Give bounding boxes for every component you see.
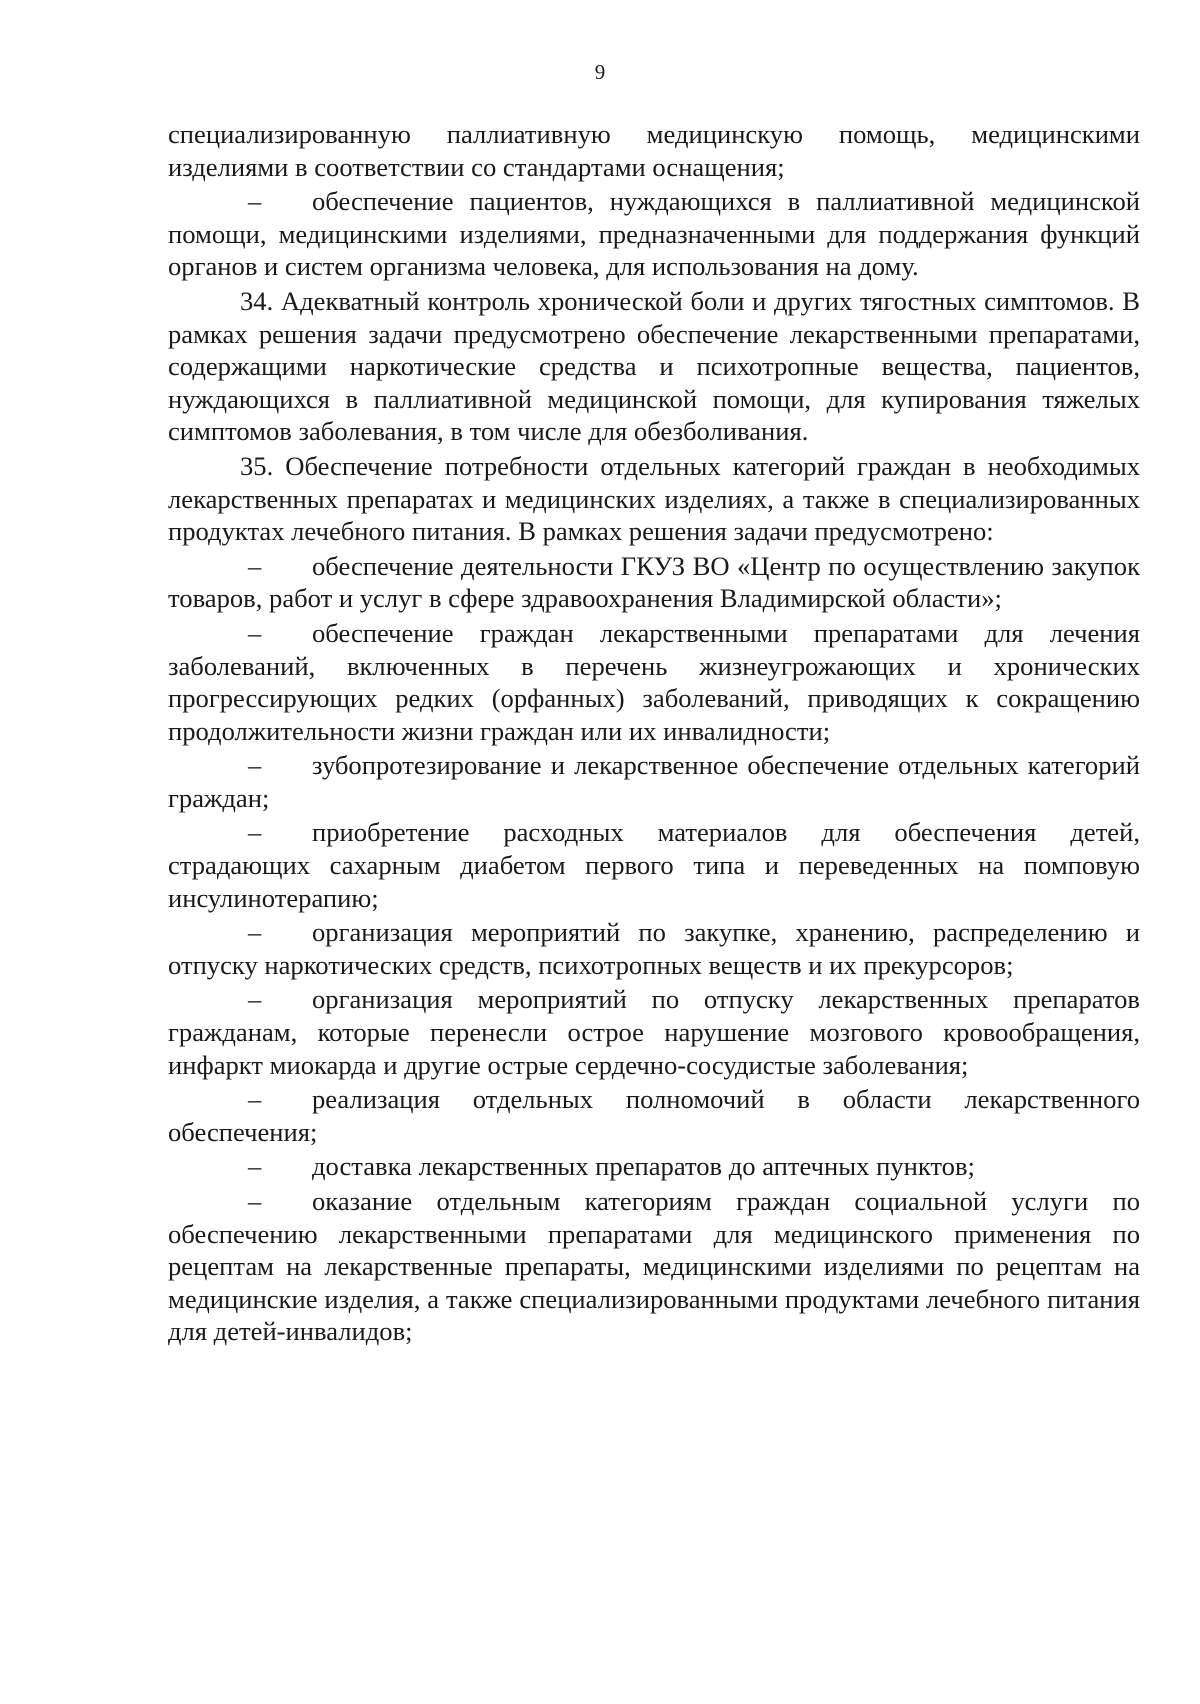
paragraph-continuation: специализированную паллиативную медицинскую помощь, медицинскими изделиями в соответствии со стандартами оснащения;: [168, 119, 1140, 182]
dash-marker: –: [248, 984, 262, 1015]
list-item-text: обеспечение деятельности ГКУЗ ВО «Центр по осуществлению закупок товаров, работ и услуг в сфере здравоохранения Владимирской области»;: [168, 550, 1140, 614]
list-item-text: организация мероприятий по отпуску лекарственных препаратов гражданам, которые перенесли острое нарушение мозгового кровообращения, инфаркт миокарда и другие острые сердечно-сосудистые заболевания;: [168, 984, 1140, 1080]
list-item-cardiovascular-drugs: [168, 983, 1140, 1081]
dash-marker: –: [248, 1151, 262, 1182]
list-item-text: приобретение расходных материалов для обеспечения детей, страдающих сахарным диабетом первого типа и переведенных на помповую инсулинотерапию;: [168, 817, 1140, 913]
list-item-diabetes-supplies: [168, 816, 1140, 914]
dash-marker: –: [248, 1186, 262, 1216]
list-item-drug-supply-powers: [168, 1083, 1140, 1148]
list-item-procurement-center: [168, 550, 1140, 615]
list-item-text: оказание отдельным категориям граждан социальной услуги по обеспечению лекарственными препаратами для медицинского применения по рецептам на лекарственные препараты, медицинскими изделиями по рецептам на медицинские изделия, а также специализированными продуктами лечебного питания для детей-инвалидов;: [168, 1186, 1140, 1347]
dash-marker: –: [248, 186, 262, 217]
list-item-text: реализация отдельных полномочий в области лекарственного обеспечения;: [168, 1084, 1140, 1147]
dash-marker: –: [248, 917, 262, 948]
list-item-pharmacy-delivery: [168, 1150, 1140, 1183]
section-35-paragraph: 35. Обеспечение потребности отдельных категорий граждан в необходимых лекарственных препаратах и медицинских изделиях, а также в специализированных продуктах лечебного питания. В рамках решения задачи предусмотрено:: [168, 450, 1140, 547]
list-item-text: обеспечение граждан лекарственными препаратами для лечения заболеваний, включенных в перечень жизнеугрожающих и хронических прогрессирующих редких (орфанных) заболеваний, приводящих к сокращению продолжительности жизни граждан или их инвалидности;: [168, 617, 1140, 746]
dash-marker: –: [248, 617, 262, 648]
dash-marker: –: [248, 550, 262, 581]
document-body: [168, 118, 1140, 1348]
list-item-text: зубопротезирование и лекарственное обеспечение отдельных категорий граждан;: [168, 750, 1140, 813]
list-item-social-service-prescriptions: [168, 1185, 1140, 1348]
dash-marker: –: [248, 817, 262, 848]
list-item-dental-prosthetics: [168, 749, 1140, 814]
list-item-narcotics-handling: [168, 916, 1140, 981]
dash-marker: –: [248, 1084, 262, 1115]
list-item-text: организация мероприятий по закупке, хранению, распределению и отпуску наркотических средств, психотропных веществ и их прекурсоров;: [168, 917, 1140, 980]
list-item-text: обеспечение пациентов, нуждающихся в паллиативной медицинской помощи, медицинскими изделиями, предназначенными для поддержания функций органов и систем организма человека, для использования на дому.: [168, 186, 1140, 282]
list-item-palliative-home-equipment: [168, 185, 1140, 283]
dash-marker: –: [248, 750, 262, 781]
section-34-paragraph: 34. Адекватный контроль хронической боли и других тягостных симптомов. В рамках решения задачи предусмотрено обеспечение лекарственными препаратами, содержащими наркотические средства и психотропные вещества, пациентов, нуждающихся в паллиативной медицинской помощи, для купирования тяжелых симптомов заболевания, в том числе для обезболивания.: [168, 285, 1140, 447]
page-number: 9: [594, 60, 606, 84]
list-item-text: доставка лекарственных препаратов до аптечных пунктов;: [312, 1151, 975, 1182]
list-item-orphan-diseases: [168, 617, 1140, 747]
